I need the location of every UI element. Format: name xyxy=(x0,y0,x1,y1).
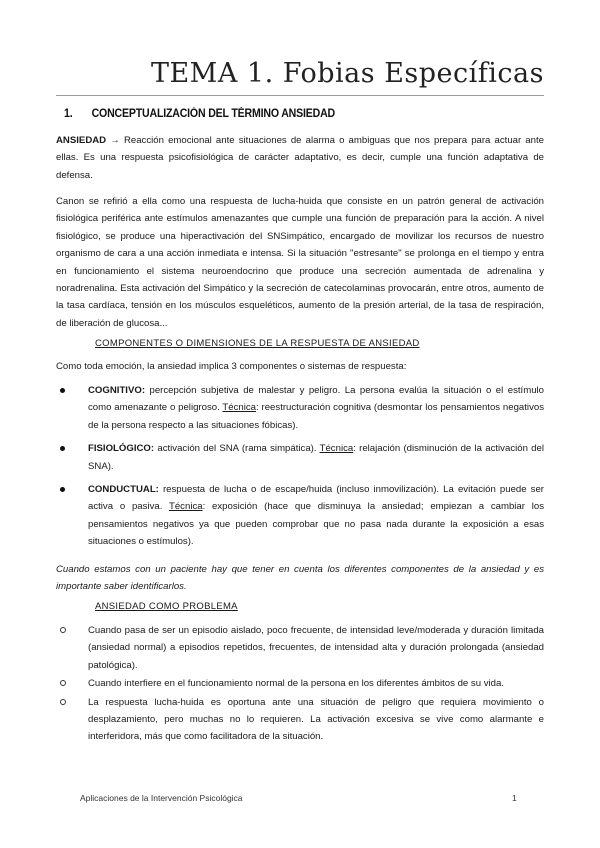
bullet-circle-icon xyxy=(60,680,66,686)
section-title: CONCEPTUALIZACIÓN DEL TÉRMINO ANSIEDAD xyxy=(91,108,336,120)
components-intro: Como toda emoción, la ansiedad implica 3 componentes o sistemas de respuesta: xyxy=(56,361,407,372)
problem-heading: ANSIEDAD COMO PROBLEMA xyxy=(95,601,238,612)
technique-label: Técnica xyxy=(222,402,257,414)
page-title: TEMA 1. Fobias Específicas xyxy=(150,58,544,89)
section-number: 1. xyxy=(64,108,73,120)
component-item-behavioral xyxy=(56,481,544,551)
component-text: respuesta de lucha o de escape/huida (incluso inmovilización). La evitación puede ser activa o pasiva. xyxy=(88,484,544,513)
technique-text: : exposición (hace que disminuya la ansiedad; empiezan a cambiar los pensamientos negativos ya que pueden comprobar que no pasa nada durante la exposición a esas situaciones o estímulos). xyxy=(88,501,544,548)
problem-item xyxy=(56,694,544,746)
technique-label: Técnica xyxy=(319,443,354,455)
footer-page-number: 1 xyxy=(512,793,517,803)
problem-item-text: Cuando interfiere en el funcionamiento normal de la persona en los diferentes ámbitos de su vida. xyxy=(88,678,504,690)
technique-text: : relajación (disminución de la activación del SNA). xyxy=(88,443,544,472)
problem-item-text: La respuesta lucha-huida es oportuna ante una situación de peligro que requiera movimiento o desplazamiento, pero muchas no lo requieren. La activación excesiva se vive como alarmante e interferidora, más que como facilitadora de la situación. xyxy=(88,696,544,743)
component-label: FISIOLÓGICO: xyxy=(88,443,155,455)
section-heading xyxy=(64,108,335,120)
components-heading: COMPONENTES O DIMENSIONES DE LA RESPUESTA DE ANSIEDAD xyxy=(95,338,420,349)
component-label: CONDUCTUAL: xyxy=(88,484,159,496)
component-text: percepción subjetiva de malestar y peligro. La persona evalúa la situación o el estímulo como amenazante o peligroso. xyxy=(88,385,544,414)
definition-term: ANSIEDAD → xyxy=(56,135,120,146)
footer-course-name: Aplicaciones de la Intervención Psicológica xyxy=(80,793,243,803)
bullet-circle-icon xyxy=(60,699,66,705)
component-label: COGNITIVO: xyxy=(88,385,146,396)
bullet-dot-icon xyxy=(60,446,65,451)
title-divider xyxy=(56,95,544,96)
problem-list xyxy=(56,622,544,746)
component-item-physiological xyxy=(56,440,544,475)
definition-paragraph xyxy=(56,132,544,184)
component-item-cognitive xyxy=(56,382,544,434)
technique-label: Técnica xyxy=(168,501,203,513)
problem-item xyxy=(56,622,544,674)
problem-item xyxy=(56,675,544,692)
component-text: activación del SNA (rama simpática). xyxy=(154,443,320,455)
technique-text: : reestructuración cognitiva (desmontar los pensamientos negativos de la persona respecto a las situaciones fóbicas). xyxy=(88,402,544,431)
bullet-dot-icon xyxy=(60,388,65,393)
bullet-circle-icon xyxy=(60,627,66,633)
canon-paragraph: Canon se refirió a ella como una respuesta de lucha-huida que consiste en un patrón general de activación fisiológica periférica ante estímulos amenazantes que cumple una función de preparación para la acción. A nivel fisiológico, se produce una hiperactivación del SNSimpático, encargado de movilizar los recursos de nuestro organismo de cara a una acción inmediata e intensa. Si la situación "estresante" se prolonga en el tiempo y entra en funcionamiento el sistema neuroendocrino que produce una secreción aumentada de adrenalina y noradrenalina. Esta activación del Simpático y la secreción de catecolaminas provocarán, entre otros, aumento de la tasa cardíaca, tensión en los músculos esqueléticos, aumento de la presión arterial, de la tasa de respiración, de liberación de glucosa... xyxy=(56,196,544,329)
problem-item-text: Cuando pasa de ser un episodio aislado, poco frecuente, de intensidad leve/moderada y duración limitada (ansiedad normal) a episodios repetidos, frecuentes, de intensidad alta y duración prolongada (ansiedad patológica). xyxy=(88,625,544,671)
italic-note: Cuando estamos con un paciente hay que tener en cuenta los diferentes componentes de la ansiedad y es importante saber identificarlos. xyxy=(56,564,544,593)
components-list xyxy=(56,382,544,551)
definition-text: Reacción emocional ante situaciones de alarma o ambiguas que nos prepara para actuar ante ellas. Es una respuesta psicofisiológica de carácter adaptativo, es decir, cumple una función adaptativa de defensa. xyxy=(56,135,544,181)
bullet-dot-icon xyxy=(60,487,65,492)
